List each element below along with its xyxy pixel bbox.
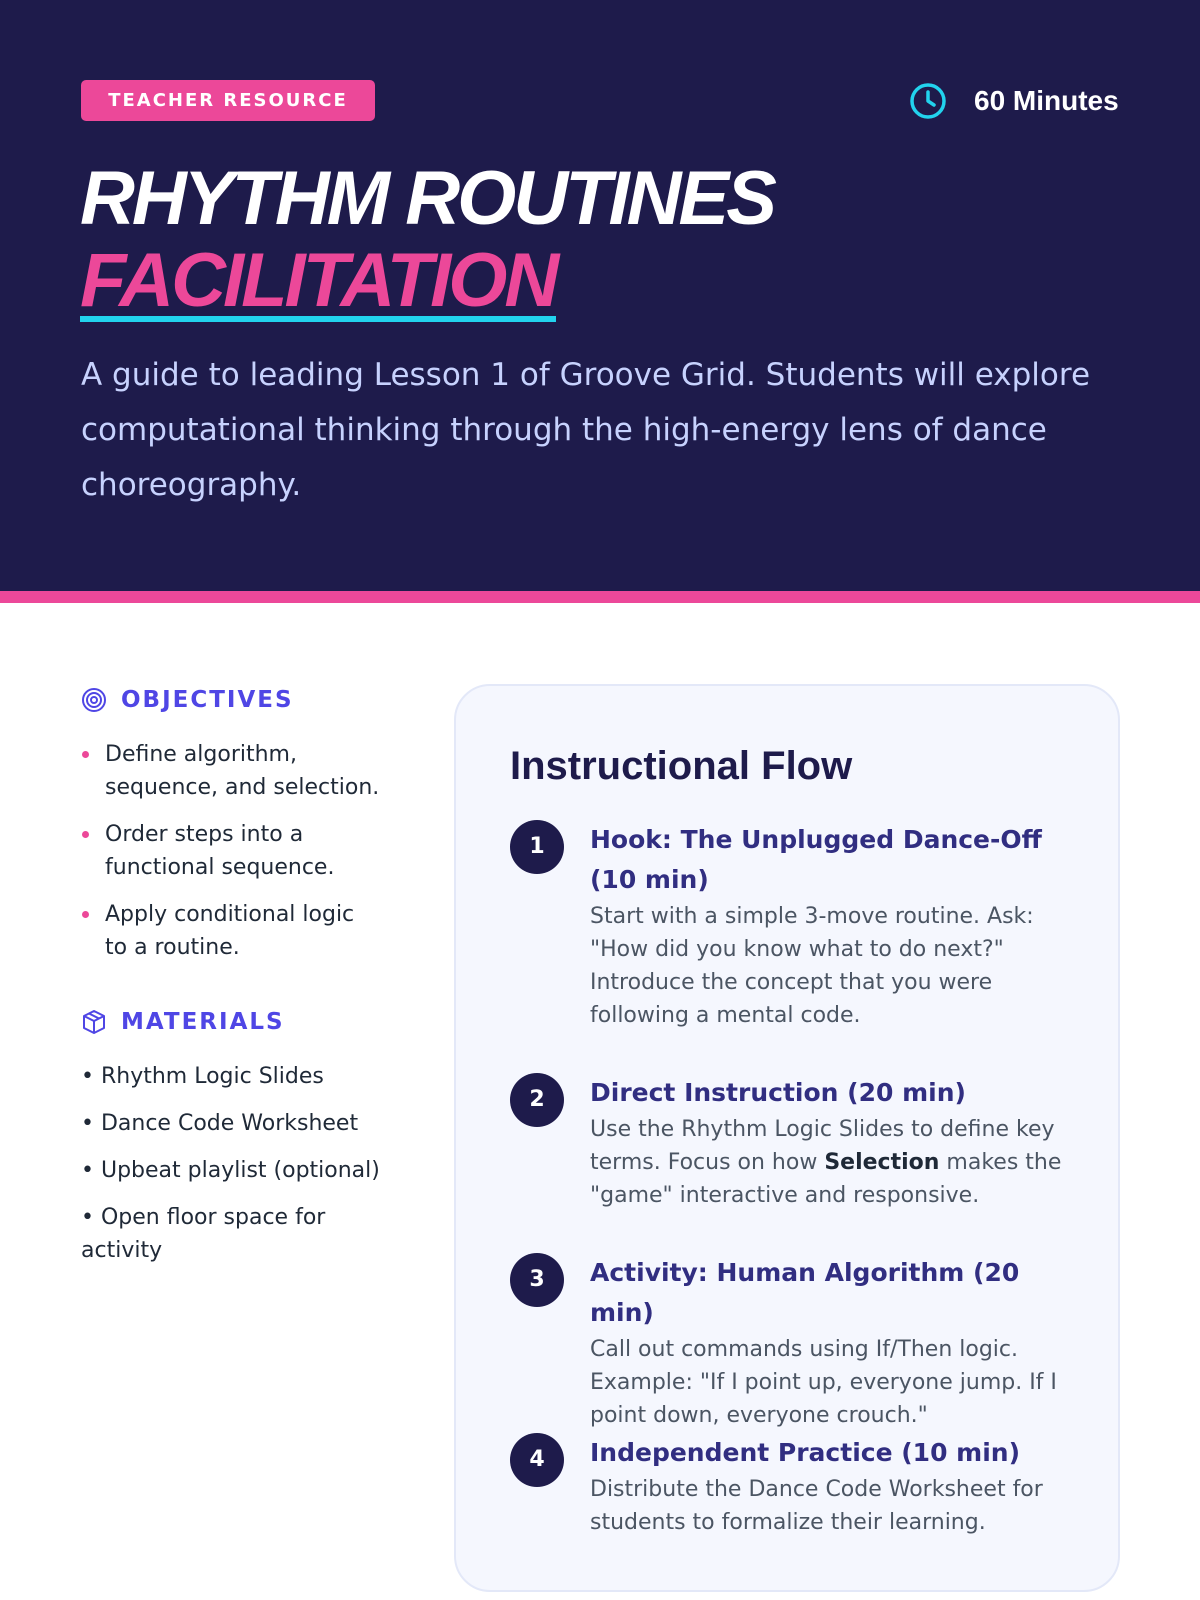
step-description: [590, 1113, 1080, 1212]
objective-item: [81, 818, 381, 884]
sidebar: [81, 680, 381, 1281]
page-title: [80, 158, 1120, 322]
objective-text: Order steps into a functional sequence.: [105, 822, 335, 880]
bullet-dot: [82, 911, 89, 918]
duration-label: 60 Minutes: [974, 85, 1119, 116]
teacher-resource-badge: TEACHER RESOURCE: [81, 80, 375, 121]
instructional-flow-title: Instructional Flow: [510, 744, 853, 788]
title-line-2: FACILITATION: [80, 238, 557, 323]
step-body: [590, 1073, 1080, 1212]
step-number-badge: 2: [510, 1073, 564, 1127]
objectives-list: [81, 738, 381, 964]
step-title: Direct Instruction (20 min): [590, 1078, 966, 1107]
clock-icon: [908, 81, 948, 121]
step-number-badge: 1: [510, 820, 564, 874]
step-title: Activity: Human Algorithm (20 min): [590, 1258, 1020, 1327]
step-body: [590, 820, 1080, 1032]
material-item: • Dance Code Worksheet: [81, 1111, 359, 1136]
material-item: • Upbeat playlist (optional): [81, 1158, 380, 1183]
material-item: • Open floor space for activity: [81, 1205, 326, 1263]
objective-text: Apply conditional logic to a routine.: [105, 902, 355, 960]
step-number-badge: 3: [510, 1253, 564, 1307]
materials-heading-label: MATERIALS: [121, 1009, 285, 1035]
step-description-emphasis: Selection: [824, 1150, 940, 1175]
step-body: [590, 1253, 1080, 1432]
materials-heading: [81, 1002, 381, 1042]
bullet-dot: [82, 751, 89, 758]
materials-list: [81, 1060, 381, 1267]
step-description-text: Use the Rhythm Logic Slides to define key terms. Focus on how: [590, 1117, 1055, 1175]
step-description-text: makes the "game" interactive and responsive.: [590, 1150, 1062, 1208]
objective-item: [81, 898, 381, 964]
objectives-heading: [81, 680, 381, 720]
step-number-badge: 4: [510, 1433, 564, 1487]
target-icon: [81, 687, 107, 713]
bullet-dot: [82, 831, 89, 838]
step-title: Independent Practice (10 min): [590, 1438, 1021, 1467]
duration-indicator: [908, 80, 1119, 122]
title-line-1: RHYTHM ROUTINES: [80, 156, 774, 241]
step-description: Distribute the Dance Code Worksheet for students to formalize their learning.: [590, 1477, 1043, 1535]
objectives-heading-label: OBJECTIVES: [121, 687, 294, 713]
objective-item: [81, 738, 381, 804]
step-description: Start with a simple 3-move routine. Ask: "How did you know what to do next?" Introduce the concept that you were following a mental code.: [590, 904, 1034, 1028]
header-hero: [0, 0, 1200, 603]
intro-text: A guide to leading Lesson 1 of Groove Grid. Students will explore computational thinking through the high-energy lens of dance choreography.: [81, 357, 1091, 503]
step-body: [590, 1433, 1080, 1539]
objective-text: Define algorithm, sequence, and selection.: [105, 742, 380, 800]
material-item: • Rhythm Logic Slides: [81, 1064, 324, 1089]
step-title: Hook: The Unplugged Dance-Off (10 min): [590, 825, 1042, 894]
cube-icon: [81, 1009, 107, 1035]
instructional-flow-card: [454, 684, 1120, 1592]
step-description: Call out commands using If/Then logic. Example: "If I point up, everyone jump. If I point down, everyone crouch.": [590, 1337, 1057, 1428]
